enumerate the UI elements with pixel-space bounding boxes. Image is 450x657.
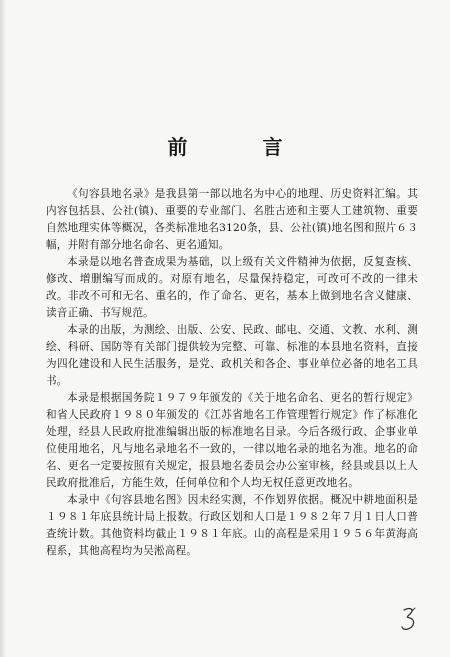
paragraph-4: 本录是根据国务院１９７９年颁发的《关于地名命名、更名的暂行规定》和省人民政府１９８０年颁发的《江苏省地名工作管理暂行规定》作了标准化处理，经县人民政府批准编辑出版的标准地名目录。今后各级行政、企事业单位使用地名，凡与地名录地名不一致的，一律以地名录的地名为准。地名的命名、更名一定要按照有关规定，报县地名委员会办公室审核，经县或县以上人民政府批准后，方能生效，任何单位和个人均无权任意更改地名。 [46, 392, 418, 489]
paragraph-2: 本录是以地名普查成果为基础，以上级有关文件精神为依据，反复查核、修改、增删编写而成的。对原有地名，尽量保持稳定，可改可不改的一律未改。非改不可和无名、重名的，作了命名、更名，基本上做到地名含义健康、读音正确、书写规范。 [46, 256, 418, 319]
page-title: 前 言 [167, 135, 317, 159]
paragraph-1: 《句容县地名录》是我县第一部以地名为中心的地理、历史资料汇编。其内容包括县、公社(镇)、重要的专业部门、名胜古迹和主要人工建筑物、重要自然地理实体等概况，各类标准地名3120条，县、公社(镇)地名图和照片６３幅，并附有部分地名命名、更名通知。 [46, 188, 418, 251]
preface-body [46, 186, 418, 560]
paragraph-3: 本录的出版，为测绘、出版、公安、民政、邮电、交通、文教、水利、测绘、科研、国防等有关部门提供较为完整、可靠、标准的本县地名资料，直接为四化建设和人民生活服务，是党、政机关和各企、事业单位必备的地名工具书。 [46, 324, 418, 387]
page-binding-edge [0, 0, 6, 657]
handwritten-page-number [398, 605, 420, 635]
paragraph-5: 本录中《句容县地名图》因未经实测，不作划界依据。概况中耕地面积是１９８１年底县统计局上报数。行政区划和人口是１９８２年７月１日人口普查统计数。其他资料均截止１９８１年底。山的高程是采用１９５６年黄海高程系，其他高程均为吴淞高程。 [46, 494, 418, 557]
